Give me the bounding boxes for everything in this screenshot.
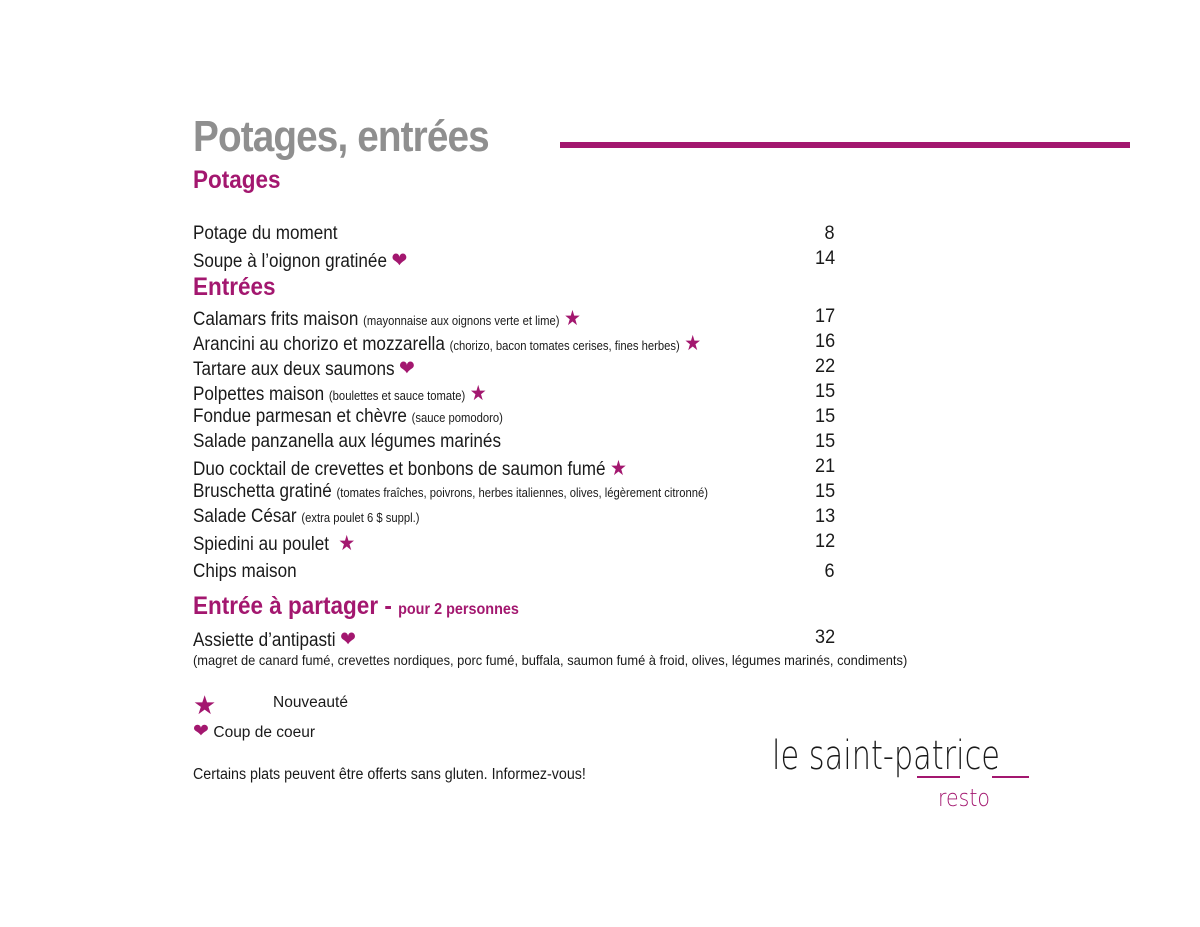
heart-icon: ❤ bbox=[340, 628, 356, 651]
item-price: 22 bbox=[814, 356, 835, 377]
item-description: (chorizo, bacon tomates cerises, fines herbes) bbox=[449, 339, 680, 353]
legend-star-label: Nouveauté bbox=[273, 694, 348, 711]
menu-item bbox=[193, 248, 835, 272]
star-icon: ★ bbox=[563, 307, 581, 330]
heart-icon: ❤ bbox=[193, 721, 209, 742]
item-name: Salade César bbox=[193, 506, 297, 527]
item-price: 15 bbox=[814, 481, 835, 502]
item-name: Salade panzanella aux légumes marinés bbox=[193, 431, 501, 452]
item-price: 15 bbox=[814, 381, 835, 402]
item-name: Soupe à l’oignon gratinée bbox=[193, 251, 387, 272]
item-name: Bruschetta gratiné bbox=[193, 481, 332, 502]
item-price: 12 bbox=[814, 531, 835, 552]
menu-item bbox=[193, 481, 835, 505]
item-name: Fondue parmesan et chèvre bbox=[193, 406, 407, 427]
item-name: Chips maison bbox=[193, 561, 297, 582]
item-name: Arancini au chorizo et mozzarella bbox=[193, 334, 445, 355]
logo-name: le saint-patrice bbox=[772, 733, 1000, 779]
menu-item bbox=[193, 561, 835, 585]
section-subheading: pour 2 personnes bbox=[398, 601, 519, 618]
item-price: 6 bbox=[824, 561, 835, 582]
menu-item bbox=[193, 223, 835, 247]
item-name: Tartare aux deux saumons bbox=[193, 359, 395, 380]
item-description: (boulettes et sauce tomate) bbox=[328, 389, 466, 403]
logo-tagline: resto bbox=[938, 784, 990, 812]
item-price: 15 bbox=[814, 431, 835, 452]
menu-item bbox=[193, 431, 835, 455]
item-price: 21 bbox=[814, 456, 835, 477]
menu-item bbox=[193, 456, 835, 480]
item-name: Calamars frits maison bbox=[193, 309, 359, 330]
item-name: Assiette d’antipasti bbox=[193, 630, 336, 651]
star-icon: ★ bbox=[338, 532, 356, 555]
item-price: 32 bbox=[814, 627, 835, 648]
section-heading-entrees: Entrées bbox=[193, 273, 276, 301]
item-price: 14 bbox=[814, 248, 835, 269]
star-icon: ★ bbox=[684, 332, 702, 355]
gluten-note: Certains plats peuvent être offerts sans gluten. Informez-vous! bbox=[193, 766, 586, 783]
item-description: (mayonnaise aux oignons verte et lime) bbox=[363, 314, 560, 328]
section-heading-partager bbox=[193, 592, 519, 621]
star-icon: ★ bbox=[193, 690, 217, 720]
title-rule-divider bbox=[560, 142, 1130, 148]
item-description: (tomates fraîches, poivrons, herbes italiennes, olives, légèrement citronné) bbox=[336, 486, 708, 500]
menu-item bbox=[193, 406, 835, 430]
item-description: (extra poulet 6 $ suppl.) bbox=[301, 511, 420, 525]
section-heading-potages: Potages bbox=[193, 166, 281, 194]
legend-heart bbox=[193, 720, 315, 744]
menu-item bbox=[193, 356, 835, 380]
item-name: Potage du moment bbox=[193, 223, 338, 244]
item-price: 15 bbox=[814, 406, 835, 427]
item-name: Spiedini au poulet bbox=[193, 534, 329, 555]
legend-heart-label: Coup de coeur bbox=[213, 724, 316, 741]
restaurant-logo bbox=[772, 712, 1032, 812]
menu-item bbox=[193, 531, 835, 555]
menu-item bbox=[193, 381, 835, 405]
item-price: 8 bbox=[824, 223, 835, 244]
item-description: (magret de canard fumé, crevettes nordiques, porc fumé, buffala, saumon fumé à froid, olives, légumes marinés, condiments) bbox=[193, 652, 908, 668]
heart-icon: ❤ bbox=[399, 357, 415, 380]
menu-item bbox=[193, 306, 835, 330]
menu-item bbox=[193, 331, 835, 355]
item-price: 17 bbox=[814, 306, 835, 327]
star-icon: ★ bbox=[469, 382, 487, 405]
item-description: (sauce pomodoro) bbox=[411, 411, 503, 425]
menu-item bbox=[193, 506, 835, 530]
section-heading-partager-title: Entrée à partager - bbox=[193, 592, 399, 620]
item-price: 13 bbox=[814, 506, 835, 527]
item-name: Polpettes maison bbox=[193, 384, 325, 405]
item-name: Duo cocktail de crevettes et bonbons de saumon fumé bbox=[193, 459, 606, 480]
legend-star bbox=[193, 690, 348, 720]
star-icon: ★ bbox=[610, 457, 627, 480]
menu-item bbox=[193, 627, 835, 651]
item-price: 16 bbox=[814, 331, 835, 352]
heart-icon: ❤ bbox=[391, 249, 408, 272]
page-title: Potages, entrées bbox=[193, 112, 489, 161]
